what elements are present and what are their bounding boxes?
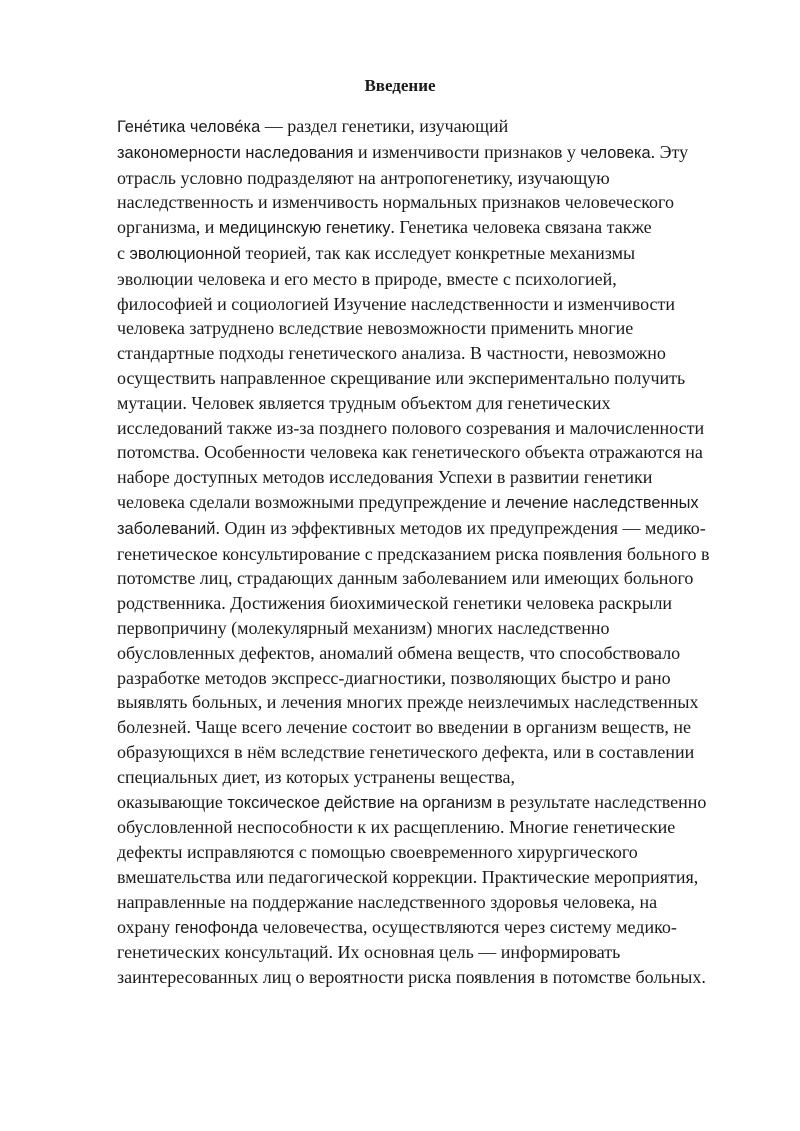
text-line (117, 566, 747, 591)
text-line (117, 166, 747, 191)
text-segment: . Генетика человека связана также (390, 217, 652, 238)
body-paragraph (117, 114, 747, 990)
text-line (117, 140, 747, 166)
text-line (117, 940, 747, 965)
text-line (117, 790, 747, 816)
text-line (117, 440, 747, 465)
text-segment: потомстве лиц, страдающих данным заболеванием или имеющих больного (117, 568, 694, 589)
text-line (117, 292, 747, 317)
link-term: закономерности наследования (117, 143, 354, 162)
link-term: лечение наследственных (505, 493, 699, 512)
text-segment: отрасль условно подразделяют на антропогенетику, изучающую (117, 167, 610, 188)
text-segment: дефекты исправляются с помощью своевременного хирургического (117, 842, 638, 863)
text-line (117, 114, 747, 140)
text-segment: наборе доступных методов исследования Успехи в развитии генетики (117, 467, 653, 488)
text-segment: специальных диет, из которых устранены вещества, (117, 766, 515, 787)
text-segment: человечества, осуществляются через систему медико- (257, 916, 677, 937)
text-segment: человека сделали возможными предупреждение и (117, 491, 506, 512)
text-segment: исследований также из-за позднего полового созревания и малочисленности (117, 417, 705, 438)
text-segment: выявлять больных, и лечения многих прежде неизлечимых наследственных (117, 692, 699, 713)
text-line (117, 316, 747, 341)
text-line (117, 215, 747, 241)
text-line (117, 591, 747, 616)
text-segment: теорией, так как исследует конкретные механизмы (241, 242, 636, 263)
text-line (117, 715, 747, 740)
text-line (117, 690, 747, 715)
text-segment: генетическое консультирование с предсказанием риска появления больного в (117, 543, 710, 564)
text-line (117, 267, 747, 292)
link-term: генофонда (174, 918, 258, 937)
text-segment: вмешательства или педагогической коррекции. Практические мероприятия, (117, 866, 699, 887)
link-term: человека (580, 143, 651, 162)
text-line (117, 366, 747, 391)
text-segment: образующихся в нём вследствие генетического дефекта, или в составлении (117, 741, 695, 762)
text-segment: в результате наследственно (492, 791, 707, 812)
text-line (117, 391, 747, 416)
text-segment: . Эту (650, 141, 689, 162)
text-line (117, 840, 747, 865)
text-segment: стандартные подходы генетического анализа. В частности, невозможно (117, 343, 666, 364)
text-line (117, 890, 747, 915)
text-segment: охрану (117, 916, 175, 937)
text-segment: организма, и (117, 217, 219, 238)
text-line (117, 915, 747, 941)
text-segment: мутации. Человек является трудным объектом для генетических (117, 392, 611, 413)
text-line (117, 190, 747, 215)
text-segment: потомства. Особенности человека как генетического объекта отражаются на (117, 442, 703, 463)
text-segment: болезней. Чаще всего лечение состоит во введении в организм веществ, не (117, 717, 692, 738)
text-segment: философией и социологией Изучение наследственности и изменчивости (117, 293, 676, 314)
text-segment: — раздел генетики, изучающий (260, 116, 509, 136)
text-segment: и изменчивости признаков у (353, 141, 581, 162)
link-term: заболеваний (117, 519, 216, 538)
text-line (117, 542, 747, 567)
text-segment: разработке методов экспресс-диагностики, позволяющих быстро и рано (117, 667, 671, 688)
text-segment: . Один из эффективных методов их предупреждения — медико- (215, 517, 706, 538)
link-term: медицинскую генетику (218, 219, 391, 238)
text-line (117, 666, 747, 691)
text-line (117, 416, 747, 441)
text-segment: эволюции человека и его место в природе, вместе с психологией, (117, 268, 617, 289)
link-term: Гене́тика челове́ка (117, 118, 261, 136)
text-segment: человека затруднено вследствие невозможности применить многие (117, 318, 634, 339)
text-line (117, 465, 747, 490)
text-line (117, 490, 747, 516)
text-segment: осуществить направленное скрещивание или экспериментально получить (117, 367, 686, 388)
text-line (117, 765, 747, 790)
text-segment: заинтересованных лиц о вероятности риска появления в потомстве больных. (117, 967, 706, 988)
text-line (117, 516, 747, 542)
text-line (117, 641, 747, 666)
text-segment: с (117, 242, 130, 263)
text-segment: обусловленной неспособности к их расщеплению. Многие генетические (117, 817, 676, 838)
text-segment: наследственность и изменчивость нормальных признаков человеческого (117, 192, 674, 213)
text-line (117, 815, 747, 840)
text-segment: родственника. Достижения биохимической генетики человека раскрыли (117, 593, 673, 614)
link-term: эволюционной (129, 244, 242, 263)
text-segment: оказывающие (117, 791, 228, 812)
text-segment: генетических консультаций. Их основная цель — информировать (117, 942, 621, 963)
text-segment: первопричину (молекулярный механизм) многих наследственно (117, 617, 610, 638)
text-line (117, 616, 747, 641)
text-segment: обусловленных дефектов, аномалий обмена веществ, что способствовало (117, 642, 681, 663)
text-segment: направленные на поддержание наследственного здоровья человека, на (117, 891, 658, 912)
link-term: токсическое действие на организм (227, 793, 493, 812)
text-line (117, 341, 747, 366)
text-line (117, 865, 747, 890)
text-line (117, 241, 747, 267)
text-line (117, 965, 747, 990)
text-line (117, 740, 747, 765)
page-title: Введение (364, 76, 436, 95)
